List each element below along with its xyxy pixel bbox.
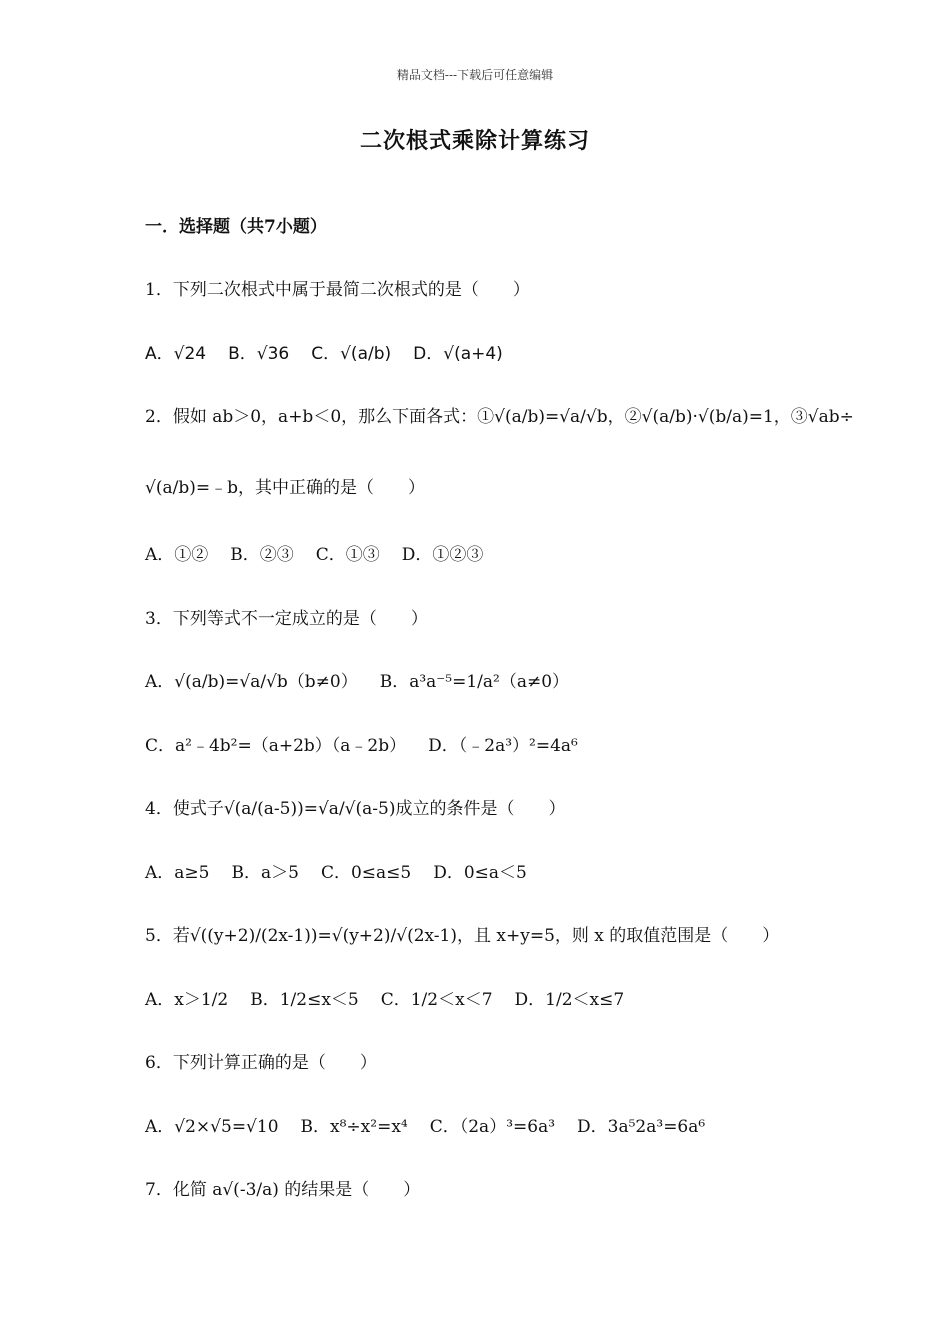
q2-option-c: C．①③ [315,545,380,565]
q3-option-a: A．√(a/b)=√a/√b（b≠0） [145,672,358,692]
section-heading: 一．选择题（共7小题） [145,217,327,237]
q4-option-c: C．0≤a≤5 [320,863,412,883]
q1-options [145,339,525,364]
q4-stem: 4．使式子√(a/(a-5))=√a/√(a-5)成立的条件是（ ） [145,799,566,819]
q5-option-c: C．1/2＜x＜7 [380,990,493,1010]
q5-option-a: A．x＞1/2 [145,990,229,1010]
q2-stem-line1: 2．假如 ab＞0，a+b＜0，那么下面各式：①√(a/b)=√a/√b，②√(a/b)·√(b/a)=1，③√ab÷ [145,407,854,427]
q6-option-b: B．x⁸÷x²=x⁴ [300,1117,408,1137]
q6-stem: 6．下列计算正确的是（ ） [145,1053,377,1073]
q6-options [145,1112,727,1137]
q2-options [145,540,505,565]
q4-options [145,858,549,883]
q4-option-d: D．0≤a＜5 [433,863,527,883]
q3-option-c: C．a²﹣4b²=（a+2b）（a﹣2b） [145,736,407,756]
q6-option-a: A．√2×√5=√10 [145,1117,279,1137]
q5-options [145,985,646,1010]
q2-stem-line2: √(a/b)=﹣b，其中正确的是（ ） [145,478,425,498]
q2-option-a: A．①② [145,545,209,565]
q1-option-a: A．√24 [145,344,207,364]
q4-option-b: B．a＞5 [231,863,299,883]
q1-option-c: C．√(a/b) [311,344,392,364]
q5-option-b: B．1/2≤x＜5 [250,990,359,1010]
q6-option-c: C．（2a）³=6a³ [429,1117,556,1137]
page-header: 精品文档---下载后可任意编辑 [396,68,554,82]
page-title: 二次根式乘除计算练习 [359,128,590,154]
q1-stem: 1．下列二次根式中属于最简二次根式的是（ ） [145,280,530,300]
q5-stem: 5．若√((y+2)/(2x-1))=√(y+2)/√(2x-1)，且 x+y=5，则 x 的取值范围是（ ） [145,926,780,946]
q3-options-row2 [145,731,600,756]
q3-option-b: B．a³a⁻⁵=1/a²（a≠0） [379,672,570,692]
q4-option-a: A．a≥5 [145,863,210,883]
q7-stem: 7．化简 a√(-3/a) 的结果是（ ） [145,1180,421,1200]
q2-option-b: B．②③ [230,545,294,565]
q3-stem: 3．下列等式不一定成立的是（ ） [145,609,428,629]
q5-option-d: D．1/2＜x≤7 [514,990,625,1010]
q3-option-d: D．（﹣2a³）²=4a⁶ [428,736,578,756]
q2-option-d: D．①②③ [401,545,484,565]
q1-option-d: D．√(a+4) [413,344,503,364]
q6-option-d: D．3a⁵2a³=6a⁶ [577,1117,706,1137]
q3-options-row1 [145,667,591,692]
q1-option-b: B．√36 [228,344,290,364]
